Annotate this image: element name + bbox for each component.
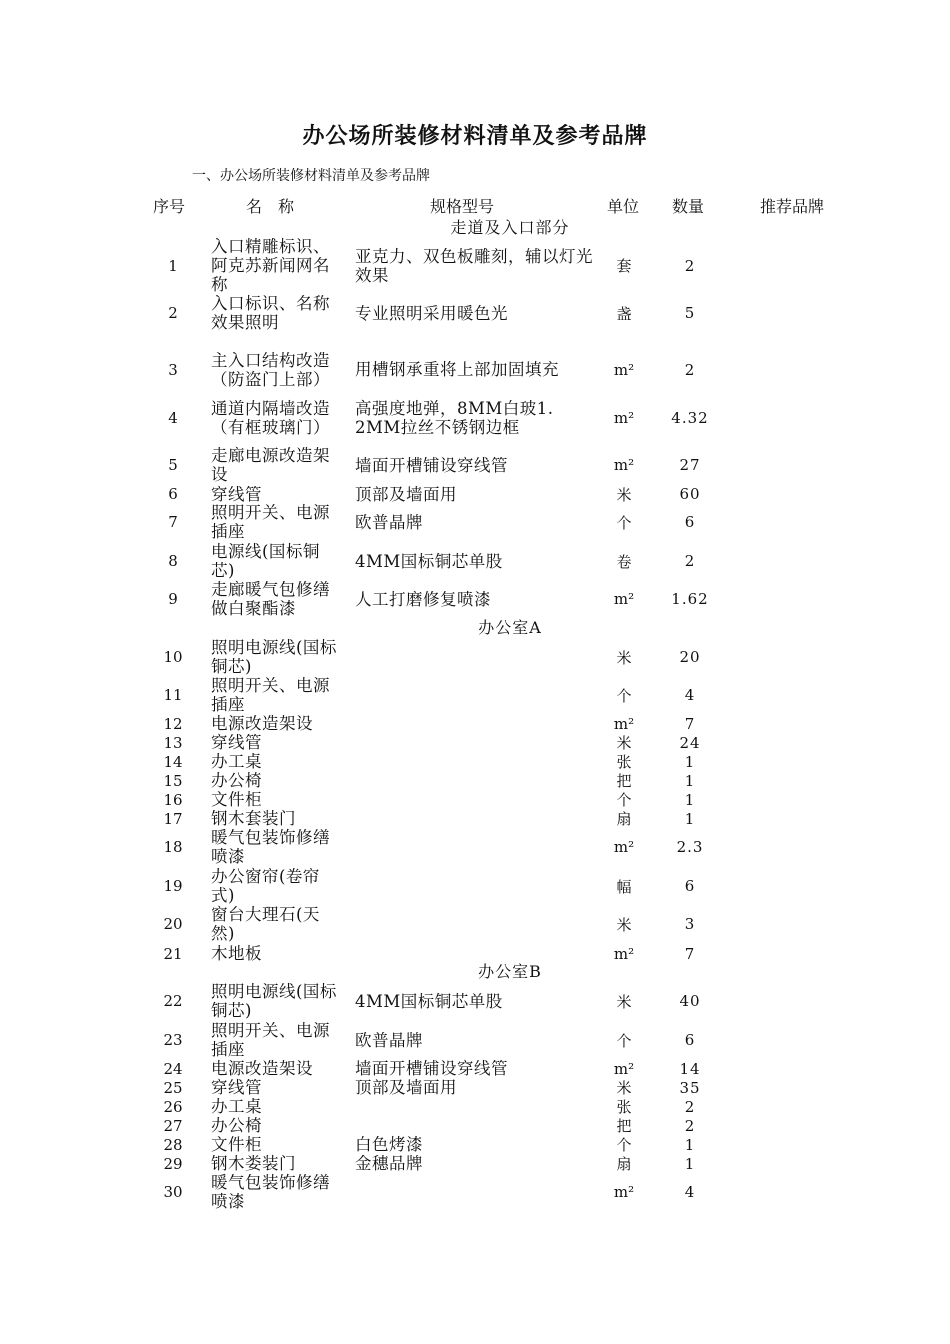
row-number: 11	[163, 686, 183, 704]
item-quantity: 14	[679, 1059, 701, 1078]
item-spec: 专业照明采用暖色光	[355, 303, 508, 323]
item-name: 主入口结构改造（防盗门上部）	[211, 350, 330, 389]
item-unit: 米	[616, 485, 632, 504]
item-name: 钢木娄装门	[211, 1154, 296, 1173]
row-number: 7	[168, 513, 178, 531]
item-spec	[355, 867, 595, 905]
item-spec: 墙面开槽铺设穿线管	[355, 1059, 508, 1078]
item-unit: 扇	[616, 810, 632, 828]
header-spec: 规格型号	[430, 197, 495, 216]
item-unit: m²	[613, 1059, 635, 1078]
item-brand	[752, 1154, 852, 1173]
row-number: 14	[163, 752, 183, 771]
item-name: 通道内隔墙改造（有框玻璃门）	[211, 398, 330, 437]
table-row	[0, 542, 950, 580]
item-brand	[752, 828, 852, 866]
item-name: 照明开关、电源插座	[211, 1021, 330, 1059]
row-number: 10	[163, 648, 183, 666]
item-brand	[752, 1135, 852, 1154]
item-brand	[752, 1097, 852, 1116]
item-name: 办公椅	[211, 771, 262, 790]
section-heading: 办公室B	[478, 962, 542, 981]
row-number: 16	[163, 790, 183, 809]
item-quantity: 2	[684, 1116, 696, 1135]
section-heading: 办公室A	[478, 618, 542, 637]
item-brand	[752, 714, 852, 733]
item-quantity: 2	[684, 360, 696, 379]
row-number: 9	[168, 590, 178, 608]
item-unit: m²	[613, 944, 635, 963]
item-quantity: 40	[679, 992, 701, 1010]
item-unit: 把	[616, 1117, 632, 1135]
item-unit: 个	[616, 1031, 632, 1050]
item-brand	[752, 771, 852, 790]
table-row	[0, 1173, 950, 1211]
item-spec	[355, 676, 595, 714]
table-row	[0, 676, 950, 714]
item-spec	[355, 905, 595, 943]
row-number: 18	[163, 838, 183, 856]
row-number: 15	[163, 771, 183, 790]
item-spec	[355, 809, 595, 828]
item-brand	[752, 733, 852, 752]
row-number: 6	[168, 485, 178, 503]
table-row	[0, 1059, 950, 1078]
table-row	[0, 905, 950, 943]
item-spec: 4MM国标铜芯单股	[355, 991, 503, 1011]
item-quantity: 2	[684, 552, 696, 570]
table-row	[0, 944, 950, 963]
table-row	[0, 389, 950, 446]
item-brand	[752, 580, 852, 618]
item-unit: 米	[616, 734, 632, 752]
item-unit: 张	[616, 1098, 632, 1116]
item-spec: 亚克力、双色板雕刻，辅以灯光效果	[355, 246, 593, 285]
item-unit: 盏	[616, 304, 632, 323]
item-brand	[752, 1078, 852, 1097]
header-qty: 数量	[672, 197, 705, 216]
row-number: 28	[163, 1135, 183, 1154]
item-brand	[752, 294, 852, 332]
item-unit: 卷	[616, 552, 632, 571]
row-number: 8	[168, 552, 178, 570]
item-quantity: 4.32	[671, 408, 709, 427]
row-number: 21	[163, 944, 183, 963]
item-quantity: 27	[679, 456, 701, 474]
header-name: 名 称	[246, 197, 295, 216]
item-brand	[752, 638, 852, 676]
header-brand: 推荐品牌	[760, 197, 825, 216]
item-quantity: 4	[684, 1183, 696, 1201]
item-name: 照明电源线(国标铜芯)	[211, 982, 337, 1020]
item-spec	[355, 1173, 595, 1211]
item-name: 办工桌	[211, 752, 262, 771]
item-name: 穿线管	[211, 1078, 262, 1097]
item-brand	[752, 237, 852, 294]
item-name: 照明开关、电源插座	[211, 503, 330, 541]
item-name: 文件柜	[211, 790, 262, 809]
item-unit: m²	[613, 838, 635, 856]
item-name: 窗台大理石(天然)	[211, 905, 320, 943]
item-spec: 用槽钢承重将上部加固填充	[355, 360, 559, 379]
table-row	[0, 237, 950, 294]
table-row	[0, 867, 950, 905]
row-number: 20	[163, 915, 183, 933]
item-unit: 米	[616, 992, 632, 1011]
section-subtitle: 一、办公场所装修材料清单及参考品牌	[192, 168, 430, 184]
item-quantity: 3	[684, 915, 696, 933]
item-spec	[355, 944, 595, 963]
header-no: 序号	[153, 197, 186, 216]
row-number: 4	[168, 408, 178, 427]
item-name: 照明电源线(国标铜芯)	[211, 638, 337, 676]
item-quantity: 2.3	[676, 838, 704, 856]
item-quantity: 1	[684, 790, 696, 809]
item-quantity: 6	[684, 1031, 696, 1049]
item-unit: 个	[616, 1136, 632, 1154]
item-unit: 套	[616, 257, 632, 275]
item-spec	[355, 1097, 595, 1116]
item-quantity: 2	[684, 1097, 696, 1116]
item-quantity: 6	[684, 877, 696, 895]
table-row	[0, 714, 950, 733]
item-unit: m²	[613, 714, 635, 733]
item-unit: 个	[616, 513, 632, 532]
item-name: 办公窗帘(卷帘式)	[211, 867, 320, 905]
item-unit: 米	[616, 1079, 632, 1097]
row-number: 30	[163, 1183, 183, 1201]
item-name: 暖气包装饰修缮喷漆	[211, 1173, 330, 1211]
item-spec: 顶部及墙面用	[355, 1078, 457, 1097]
item-brand	[752, 944, 852, 963]
table-row	[0, 638, 950, 676]
table-row	[0, 446, 950, 484]
item-brand	[752, 982, 852, 1020]
item-spec: 欧普晶牌	[355, 1030, 423, 1050]
item-name: 木地板	[211, 944, 262, 963]
table-row	[0, 1078, 950, 1097]
table-row	[0, 1021, 950, 1059]
table-row	[0, 294, 950, 332]
item-quantity: 1	[684, 771, 696, 790]
item-name: 办工桌	[211, 1097, 262, 1116]
row-number: 17	[163, 809, 183, 828]
item-spec	[355, 1116, 595, 1135]
row-number: 29	[163, 1154, 183, 1173]
item-spec: 顶部及墙面用	[355, 484, 457, 504]
item-unit: 幅	[616, 877, 632, 896]
row-number: 23	[163, 1031, 183, 1049]
table-row	[0, 790, 950, 809]
item-spec: 高强度地弹，8MM白玻1. 2MM拉丝不锈钢边框	[355, 398, 554, 437]
item-brand	[752, 790, 852, 809]
row-number: 26	[163, 1097, 183, 1116]
item-unit: 扇	[616, 1155, 632, 1173]
item-brand	[752, 905, 852, 943]
item-brand	[752, 1116, 852, 1135]
item-unit: m²	[613, 1183, 635, 1201]
item-unit: 个	[616, 791, 632, 809]
item-brand	[752, 1173, 852, 1211]
item-brand	[752, 867, 852, 905]
item-quantity: 24	[679, 733, 701, 752]
item-spec: 白色烤漆	[355, 1135, 423, 1154]
item-name: 入口标识、名称效果照明	[211, 294, 330, 332]
table-row	[0, 580, 950, 618]
item-spec: 欧普晶牌	[355, 512, 423, 532]
row-number: 3	[168, 360, 178, 379]
table-row	[0, 484, 950, 504]
item-quantity: 20	[679, 648, 701, 666]
item-spec: 金穗品牌	[355, 1154, 423, 1173]
row-number: 27	[163, 1116, 183, 1135]
item-unit: m²	[613, 360, 635, 379]
row-number: 25	[163, 1078, 183, 1097]
row-number: 2	[168, 304, 178, 322]
item-spec	[355, 638, 595, 676]
item-name: 走廊电源改造架设	[211, 446, 330, 484]
item-spec	[355, 714, 595, 733]
item-name: 电源线(国标铜芯)	[211, 542, 320, 580]
table-row	[0, 982, 950, 1020]
item-quantity: 4	[684, 686, 696, 704]
item-quantity: 7	[684, 944, 696, 963]
item-quantity: 5	[684, 304, 696, 322]
item-brand	[752, 542, 852, 580]
table-row	[0, 1135, 950, 1154]
item-spec: 墙面开槽铺设穿线管	[355, 455, 508, 475]
item-brand	[752, 484, 852, 504]
item-quantity: 7	[684, 714, 696, 733]
item-unit: m²	[613, 590, 635, 608]
table-row	[0, 828, 950, 866]
table-row	[0, 1097, 950, 1116]
table-row	[0, 1116, 950, 1135]
item-name: 电源改造架设	[211, 1059, 313, 1078]
item-brand	[752, 809, 852, 828]
item-name: 文件柜	[211, 1135, 262, 1154]
row-number: 1	[168, 256, 178, 275]
item-spec	[355, 771, 595, 790]
row-number: 5	[168, 456, 178, 474]
header-unit: 单位	[607, 197, 640, 216]
item-brand	[752, 1021, 852, 1059]
item-quantity: 6	[684, 513, 696, 531]
item-brand	[752, 389, 852, 446]
item-spec: 人工打磨修复喷漆	[355, 589, 491, 609]
item-quantity: 1	[684, 1135, 696, 1154]
item-quantity: 1	[684, 1154, 696, 1173]
item-spec	[355, 828, 595, 866]
item-spec	[355, 752, 595, 771]
table-row	[0, 809, 950, 828]
item-name: 照明开关、电源插座	[211, 676, 330, 714]
item-quantity: 60	[679, 485, 701, 503]
item-unit: 张	[616, 753, 632, 771]
row-number: 12	[163, 714, 183, 733]
table-row	[0, 1154, 950, 1173]
item-quantity: 35	[679, 1078, 701, 1097]
item-quantity: 2	[684, 256, 696, 275]
item-name: 入口精雕标识、阿克苏新闻网名称	[211, 237, 330, 294]
item-quantity: 1	[684, 809, 696, 828]
row-number: 22	[163, 992, 183, 1010]
item-unit: m²	[613, 408, 635, 427]
item-spec	[355, 790, 595, 809]
item-name: 钢木套装门	[211, 809, 296, 828]
item-name: 办公椅	[211, 1116, 262, 1135]
item-brand	[752, 446, 852, 484]
item-quantity: 1.62	[671, 590, 709, 608]
table-row	[0, 503, 950, 541]
item-name: 走廊暖气包修缮做白聚酯漆	[211, 580, 330, 618]
item-spec	[355, 733, 595, 752]
item-brand	[752, 752, 852, 771]
item-unit: m²	[613, 456, 635, 474]
item-name: 穿线管	[211, 484, 262, 504]
item-brand	[752, 676, 852, 714]
item-brand	[752, 1059, 852, 1078]
item-unit: 个	[616, 686, 632, 705]
table-row	[0, 733, 950, 752]
row-number: 24	[163, 1059, 183, 1078]
item-spec: 4MM国标铜芯单股	[355, 551, 503, 571]
item-unit: 米	[616, 648, 632, 667]
item-unit: 米	[616, 915, 632, 934]
item-unit: 把	[616, 772, 632, 790]
item-name: 电源改造架设	[211, 714, 313, 733]
item-name: 暖气包装饰修缮喷漆	[211, 828, 330, 866]
row-number: 13	[163, 733, 183, 752]
item-name: 穿线管	[211, 733, 262, 752]
page-title: 办公场所装修材料清单及参考品牌	[302, 123, 648, 149]
section-heading: 走道及入口部分	[450, 218, 570, 237]
table-row	[0, 752, 950, 771]
table-row	[0, 771, 950, 790]
item-brand	[752, 503, 852, 541]
row-number: 19	[163, 877, 183, 895]
item-quantity: 1	[684, 752, 696, 771]
